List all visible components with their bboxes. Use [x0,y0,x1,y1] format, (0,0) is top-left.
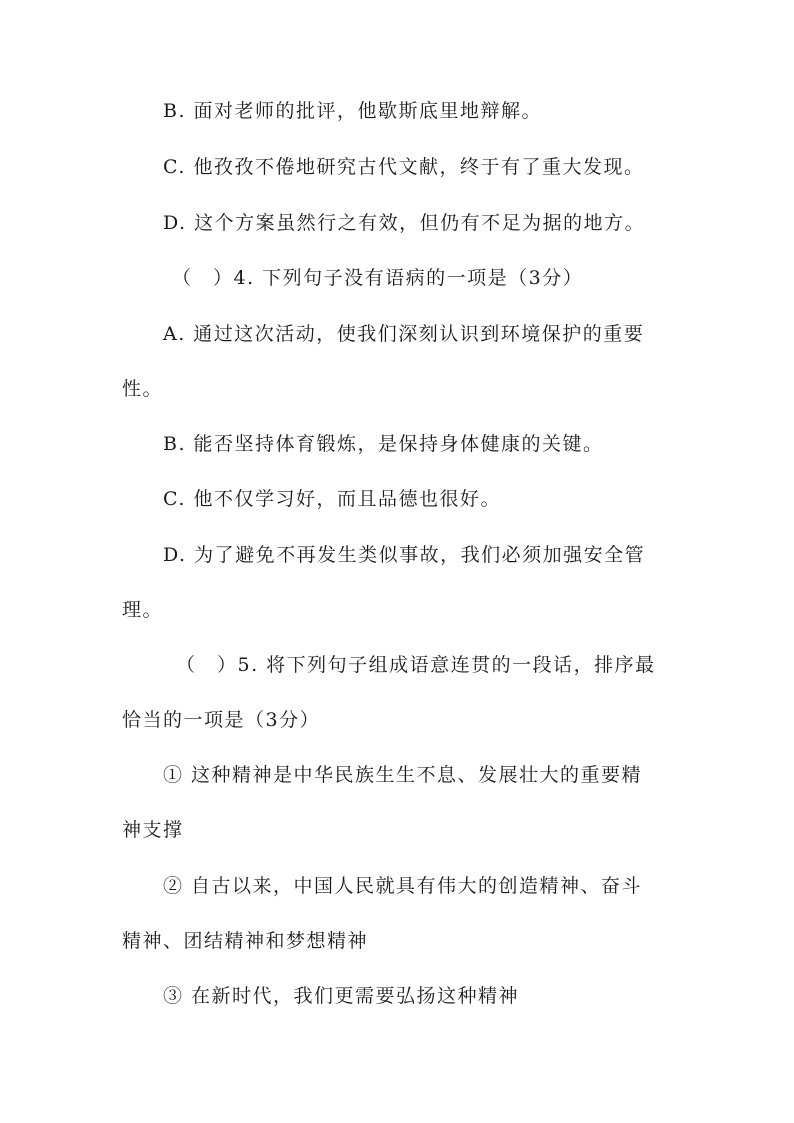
q3-option-c: C. 他孜孜不倦地研究古代文献，终于有了重大发现。 [163,156,645,178]
q4-option-d-line1: D. 为了避免不再发生类似事故，我们必须加强安全管 [163,544,646,566]
q5-sentence-2-line2: 精神、团结精神和梦想精神 [122,930,369,952]
q4-option-b: B. 能否坚持体育锻炼，是保持身体健康的关键。 [163,433,604,455]
q5-sentence-1-line2: 神支撑 [122,819,184,841]
q4-option-a-line1: A. 通过这次活动，使我们深刻认识到环境保护的重要 [163,323,645,345]
q4-option-d-line2: 理。 [122,599,164,621]
q3-option-d: D. 这个方案虽然行之有效，但仍有不足为据的地方。 [163,212,646,234]
q3-option-b: B. 面对老师的批评，他歇斯底里地辩解。 [163,100,543,122]
q5-sentence-3: ③ 在新时代，我们更需要弘扬这种精神 [163,985,520,1007]
q5-stem-line1: （ ）5. 将下列句子组成语意连贯的一段话，排序最 [176,654,656,676]
q5-sentence-2-line1: ② 自古以来，中国人民就具有伟大的创造精神、奋斗 [163,875,643,897]
q4-stem: （ ）4. 下列句子没有语病的一项是（3分） [172,267,584,289]
q5-stem-line2: 恰当的一项是（3分） [122,709,321,731]
q4-option-c: C. 他不仅学习好，而且品德也很好。 [163,488,501,510]
q5-sentence-1-line1: ① 这种精神是中华民族生生不息、发展壮大的重要精 [163,764,643,786]
q4-option-a-line2: 性。 [122,378,164,400]
